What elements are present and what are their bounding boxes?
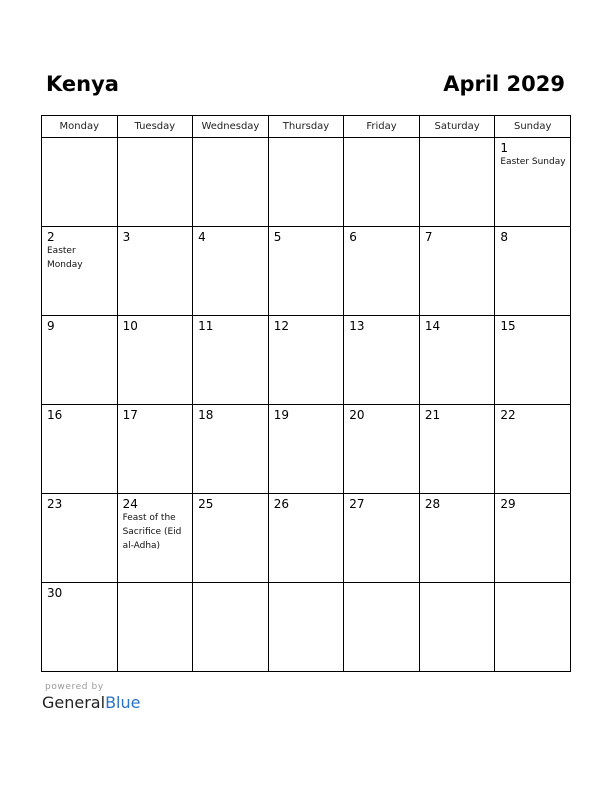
- day-number: 14: [424, 319, 441, 333]
- day-cell[interactable]: [117, 405, 193, 494]
- day-cell[interactable]: [268, 405, 344, 494]
- generalblue-logo[interactable]: [42, 693, 140, 713]
- day-cell[interactable]: [193, 405, 269, 494]
- day-cell[interactable]: [495, 316, 571, 405]
- day-cell[interactable]: [419, 316, 495, 405]
- empty-day-cell: [117, 583, 193, 672]
- day-number: 8: [500, 230, 509, 244]
- day-cell[interactable]: [344, 405, 420, 494]
- day-cell[interactable]: [42, 583, 118, 672]
- empty-day-cell: [344, 583, 420, 672]
- day-number: 26: [273, 497, 289, 511]
- week-row: [42, 227, 571, 316]
- day-number: 15: [500, 319, 516, 333]
- country-title: Kenya: [46, 72, 119, 96]
- day-number: 28: [424, 497, 441, 511]
- empty-day-cell: [193, 138, 269, 227]
- weekday-header-row: [42, 116, 571, 138]
- day-cell[interactable]: [419, 494, 495, 583]
- weekday-tuesday: Tuesday: [117, 116, 193, 138]
- brand-general: General: [42, 693, 106, 712]
- day-cell[interactable]: [495, 405, 571, 494]
- day-cell[interactable]: [495, 227, 571, 316]
- day-number: 23: [47, 497, 63, 511]
- day-number: 18: [198, 408, 214, 422]
- weekday-thursday: Thursday: [268, 116, 344, 138]
- weekday-saturday: Saturday: [419, 116, 495, 138]
- day-number: 24: [122, 497, 138, 511]
- empty-day-cell: [344, 138, 420, 227]
- day-cell[interactable]: [42, 316, 118, 405]
- day-cell[interactable]: [193, 494, 269, 583]
- empty-day-cell: [117, 138, 193, 227]
- day-cell[interactable]: [344, 227, 420, 316]
- day-number: 25: [198, 497, 214, 511]
- day-cell[interactable]: [42, 494, 118, 583]
- day-cell[interactable]: [193, 316, 269, 405]
- empty-day-cell: [419, 138, 495, 227]
- day-cell[interactable]: [42, 227, 118, 316]
- day-cell[interactable]: [117, 227, 193, 316]
- empty-day-cell: [42, 138, 118, 227]
- day-cell[interactable]: [117, 316, 193, 405]
- day-number: 12: [273, 319, 289, 333]
- weekday-monday: Monday: [42, 116, 118, 138]
- weekday-friday: Friday: [344, 116, 420, 138]
- day-number: 7: [424, 230, 433, 244]
- day-number: 16: [47, 408, 63, 422]
- day-number: 9: [47, 319, 55, 333]
- day-number: 10: [122, 319, 138, 333]
- day-number: 13: [349, 319, 365, 333]
- empty-day-cell: [419, 583, 495, 672]
- day-number: 27: [349, 497, 365, 511]
- day-number: 17: [122, 408, 138, 422]
- day-cell[interactable]: [419, 405, 495, 494]
- week-row: [42, 405, 571, 494]
- empty-day-cell: [193, 583, 269, 672]
- day-cell[interactable]: [344, 316, 420, 405]
- day-cell[interactable]: [268, 316, 344, 405]
- holiday-label: Easter Monday: [47, 246, 83, 270]
- month-year-title: April 2029: [443, 72, 565, 96]
- day-cell[interactable]: [344, 494, 420, 583]
- day-number: 22: [500, 408, 516, 422]
- week-row: [42, 316, 571, 405]
- day-cell[interactable]: [193, 227, 269, 316]
- powered-by-text: powered by: [45, 682, 104, 692]
- day-number: 1: [500, 141, 509, 155]
- day-number: 5: [273, 230, 282, 244]
- empty-day-cell: [268, 138, 344, 227]
- day-number: 4: [198, 230, 206, 244]
- weekday-sunday: Sunday: [495, 116, 571, 138]
- day-number: 3: [122, 230, 131, 244]
- day-cell[interactable]: [117, 494, 193, 583]
- day-number: 19: [273, 408, 289, 422]
- day-number: 30: [47, 586, 63, 600]
- day-cell[interactable]: [495, 138, 571, 227]
- week-row: [42, 494, 571, 583]
- week-row: [42, 138, 571, 227]
- brand-blue: Blue: [105, 693, 141, 712]
- day-cell[interactable]: [419, 227, 495, 316]
- holiday-label: Feast of the Sacrifice (Eid al-Adha): [122, 513, 182, 551]
- day-cell[interactable]: [42, 405, 118, 494]
- holiday-label: Easter Sunday: [500, 157, 566, 167]
- day-number: 21: [424, 408, 441, 422]
- day-cell[interactable]: [495, 494, 571, 583]
- week-row: [42, 583, 571, 672]
- empty-day-cell: [268, 583, 344, 672]
- day-number: 6: [349, 230, 357, 244]
- day-cell[interactable]: [268, 227, 344, 316]
- day-number: 20: [349, 408, 365, 422]
- weekday-wednesday: Wednesday: [193, 116, 269, 138]
- day-number: 29: [500, 497, 516, 511]
- day-cell[interactable]: [268, 494, 344, 583]
- day-number: 2: [47, 230, 55, 244]
- day-number: 11: [198, 319, 214, 333]
- empty-day-cell: [495, 583, 571, 672]
- calendar-grid: [41, 115, 571, 672]
